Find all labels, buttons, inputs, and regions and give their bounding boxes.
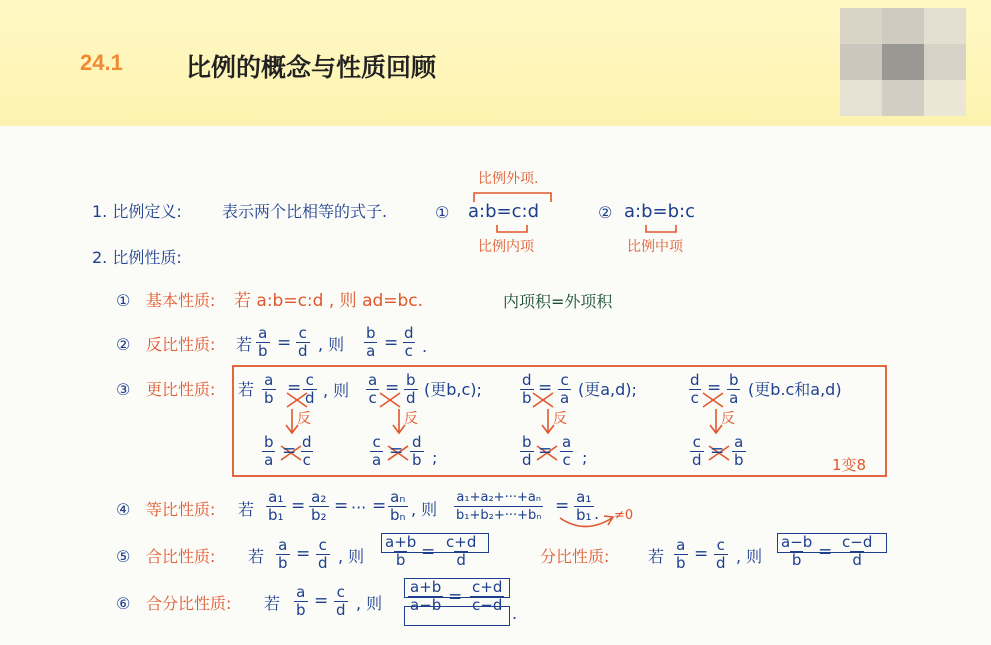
alt-frac-2: $\frac{d}{b}$	[412, 433, 422, 469]
dividendo-if: 若	[648, 547, 665, 566]
div-frac-ab: $\frac{a}{b}$	[676, 536, 686, 572]
equal-label: 等比性质:	[146, 500, 216, 519]
div-frac-result-1: $\frac{a-b}{b}$	[781, 533, 813, 569]
compdiv-if: 若	[264, 594, 281, 613]
dividendo-then: , 则	[736, 547, 763, 566]
comp-frac-result-1: $\frac{a+b}{b}$	[385, 533, 417, 569]
alt-frac-2: $\frac{b}{a}$	[264, 433, 274, 469]
basic-num: ①	[116, 291, 131, 310]
middle-term-label: 比例中项	[627, 239, 683, 255]
semicolon: ;	[582, 448, 588, 467]
inverse-arrow-label: 反	[297, 411, 311, 427]
componendo-num: ⑤	[116, 547, 131, 566]
basic-text: 若 a:b=c:d , 则 ad=bc.	[234, 291, 424, 311]
equal-then: , 则	[411, 500, 438, 519]
example-1-num: ①	[435, 203, 450, 222]
inverse-frac-ba: $\frac{b}{a}$	[366, 324, 376, 360]
equal-frac-1: $\frac{\text{a₁}}{\text{b₁}}$	[268, 488, 284, 524]
semicolon: ;	[432, 448, 438, 467]
alt-frac-2: $\frac{c}{a}$	[372, 433, 382, 469]
compdiv-label: 合分比性质:	[146, 594, 232, 613]
compdiv-dot: .	[512, 604, 518, 623]
inverse-frac-dc: $\frac{d}{c}$	[404, 324, 414, 360]
alt-frac: $\frac{b}{a}$	[729, 371, 739, 407]
inverse-arrow-label: 反	[404, 411, 418, 427]
section-number: 24.1	[80, 50, 123, 75]
equal-if: 若	[238, 500, 255, 519]
inverse-then: , 则	[318, 335, 345, 354]
alt-frac-2: $\frac{a}{b}$	[734, 433, 744, 469]
equal-num: ④	[116, 500, 131, 519]
compdiv-then: , 则	[356, 594, 383, 613]
basic-label: 基本性质:	[146, 291, 216, 310]
alt-frac-2: $\frac{c}{d}$	[692, 433, 702, 469]
definition-text: 表示两个比相等的式子.	[222, 202, 388, 221]
alternate-num: ③	[116, 380, 131, 399]
alt-frac: $\frac{a}{c}$	[368, 371, 378, 407]
componendo-label: 合比性质:	[146, 547, 216, 566]
inner-terms-label: 比例内项	[478, 239, 534, 255]
comp-frac-cd: $\frac{c}{d}$	[318, 536, 328, 572]
alt-frac-2: $\frac{b}{d}$	[522, 433, 532, 469]
alt-frac-2: $\frac{d}{c}$	[302, 433, 312, 469]
compdiv-frac-cd: $\frac{c}{d}$	[336, 583, 346, 619]
equal-dot: .	[594, 504, 600, 523]
inverse-frac-ab: $\frac{a}{b}$	[258, 324, 268, 360]
alt-frac: $\frac{d}{b}$	[522, 371, 532, 407]
alternate-count: 1变8	[832, 456, 867, 474]
inverse-label: 反比性质:	[146, 335, 216, 354]
equal-nonzero-note: ≠0	[614, 508, 634, 523]
componendo-then: , 则	[338, 547, 365, 566]
inverse-arrow-label: 反	[553, 411, 567, 427]
compdiv-frac-ab: $\frac{a}{b}$	[296, 583, 306, 619]
div-frac-result-2: $\frac{c-d}{d}$	[842, 533, 873, 569]
alternate-then: , 则	[323, 381, 350, 400]
comp-frac-ab: $\frac{a}{b}$	[278, 536, 288, 572]
dividendo-label: 分比性质:	[540, 547, 610, 566]
inverse-frac-cd: $\frac{c}{d}$	[298, 324, 308, 360]
basic-note: 内项积=外项积	[503, 292, 613, 311]
componendo-if: 若	[248, 547, 265, 566]
equal-frac-n: $\frac{\text{aₙ}}{\text{bₙ}}$	[390, 488, 406, 524]
alternate-note-2: (更a,d);	[578, 380, 637, 399]
alt-frac: $\frac{a}{b}$	[264, 371, 274, 407]
equal-sum-frac: $\frac{\text{a₁+a₂+···+aₙ}}{\text{b₁+b₂+···+bₙ}}$	[456, 490, 542, 523]
compdiv-num: ⑥	[116, 594, 131, 613]
inverse-arrow-label: 反	[721, 411, 735, 427]
alt-frac: $\frac{c}{a}$	[560, 371, 570, 407]
alt-frac-2: $\frac{a}{c}$	[562, 433, 572, 469]
comp-frac-result-2: $\frac{c+d}{d}$	[446, 533, 477, 569]
div-frac-cd: $\frac{c}{d}$	[716, 536, 726, 572]
inverse-dot: .	[422, 337, 428, 356]
example-1-expression: a:b=c:d	[468, 201, 539, 222]
example-2-expression: a:b=b:c	[624, 201, 695, 222]
section-title: 比例的概念与性质回顾	[186, 53, 437, 82]
properties-title: 2. 比例性质:	[92, 248, 182, 267]
compdiv-frac-1: $\frac{a+b}{a-b}$	[410, 578, 442, 614]
alternate-note-1: (更b,c);	[424, 380, 482, 399]
inverse-if: 若	[236, 335, 253, 354]
alt-frac: $\frac{c}{d}$	[305, 371, 315, 407]
outer-terms-label: 比例外项.	[478, 171, 539, 187]
inverse-num: ②	[116, 335, 131, 354]
alternate-label: 更比性质:	[146, 380, 216, 399]
example-2-num: ②	[598, 203, 613, 222]
alt-frac: $\frac{b}{d}$	[406, 371, 416, 407]
equal-frac-result: $\frac{\text{a₁}}{\text{b₁}}$	[576, 488, 592, 524]
equal-dots: ···	[351, 498, 367, 517]
compdiv-frac-2: $\frac{c+d}{c-d}$	[472, 578, 503, 614]
definition-label: 1. 比例定义:	[92, 202, 182, 221]
alternate-note-3: (更b.c和a,d)	[748, 380, 842, 399]
alternate-if: 若	[238, 380, 255, 399]
alt-frac: $\frac{d}{c}$	[690, 371, 700, 407]
equal-frac-2: $\frac{\text{a₂}}{\text{b₂}}$	[311, 488, 327, 524]
